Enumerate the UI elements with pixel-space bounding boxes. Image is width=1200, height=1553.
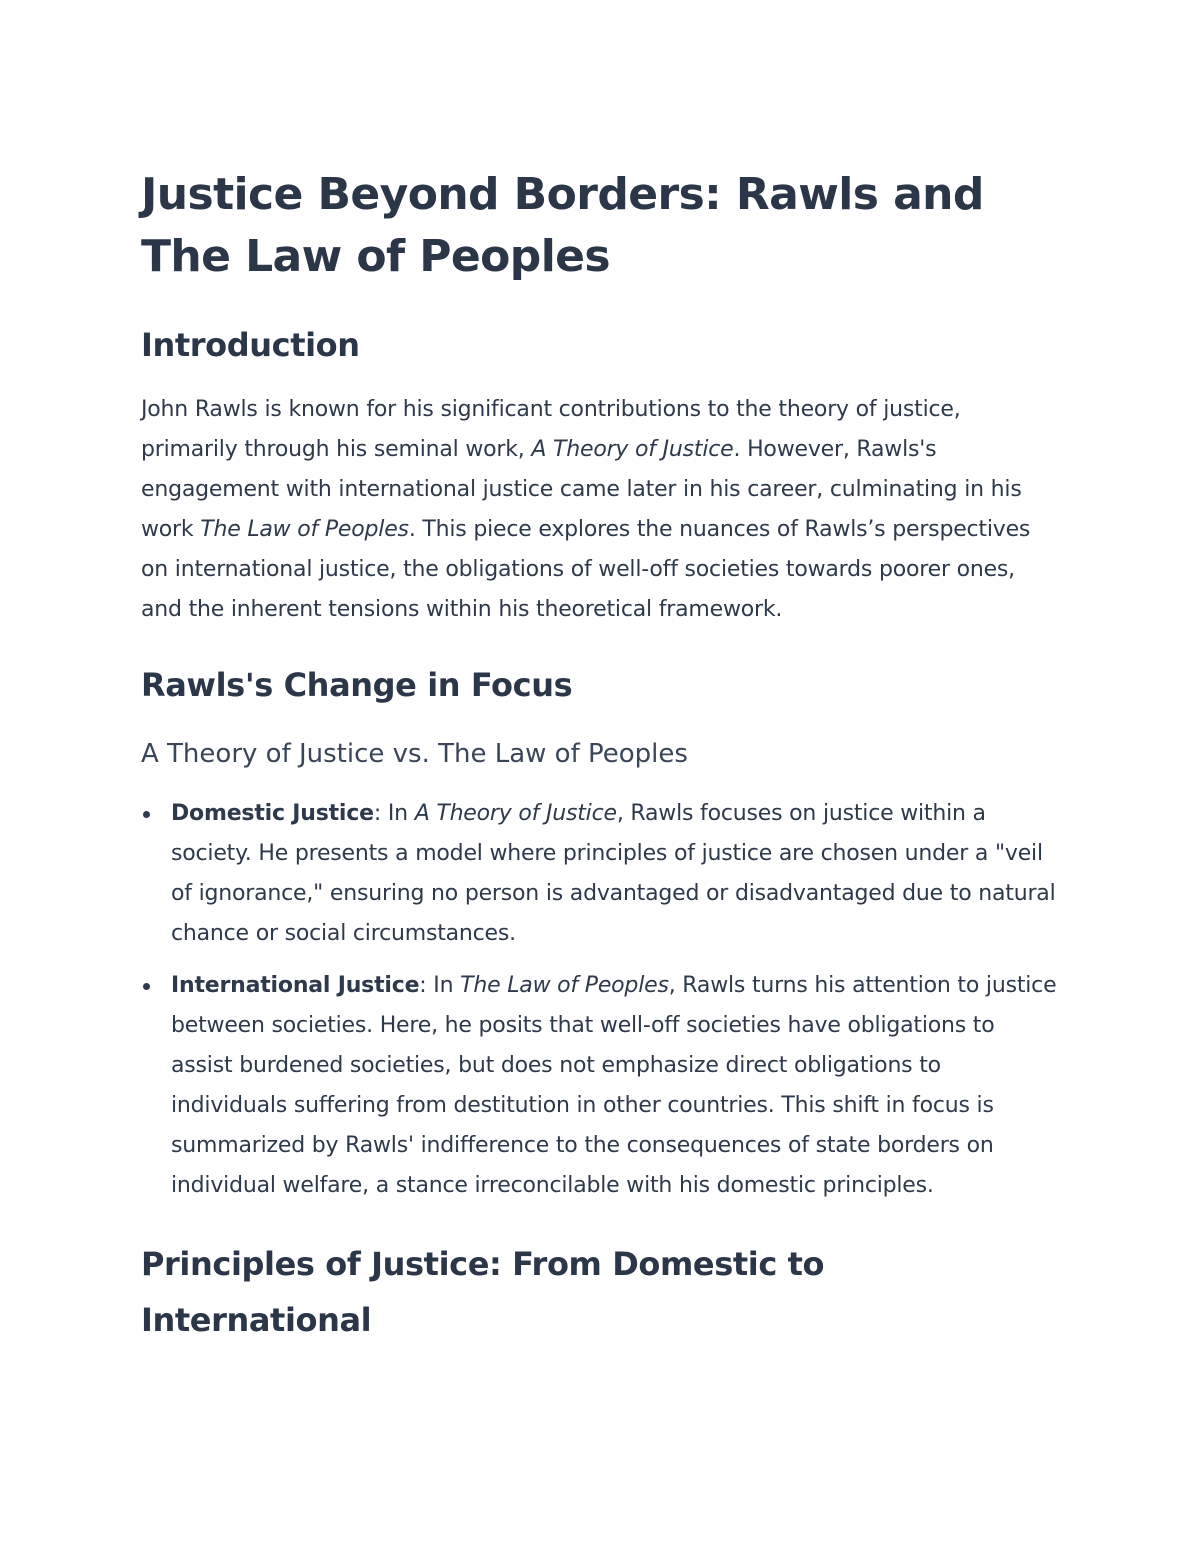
introduction-heading: Introduction	[141, 326, 360, 364]
list-item-book-title: The Law of Peoples	[460, 973, 669, 998]
list-item-colon: : In	[419, 973, 461, 998]
introduction-paragraph	[141, 390, 1061, 630]
principles-heading: Principles of Justice: From Domestic to International	[141, 1245, 825, 1339]
list-item-colon: : In	[373, 801, 415, 826]
focus-list	[141, 794, 1061, 1206]
intro-book-title-1: A Theory of Justice	[531, 437, 734, 462]
change-in-focus-subheading: A Theory of Justice vs. The Law of Peoples	[141, 739, 688, 769]
list-item-book-title: A Theory of Justice	[414, 801, 617, 826]
list-item-label: International Justice	[171, 973, 420, 998]
bullet-icon	[143, 983, 150, 990]
document-page	[141, 164, 1061, 1348]
intro-book-title-2: The Law of Peoples	[200, 517, 409, 542]
change-in-focus-heading: Rawls's Change in Focus	[141, 666, 573, 704]
list-item-text: , Rawls focuses on justice within a society. He presents a model where principles of justice are chosen under a "veil of ignorance," ensuring no person is advantaged or disadvantaged due to natural chance or social circumstances.	[171, 801, 1056, 946]
bullet-icon	[143, 811, 150, 818]
list-item-label: Domestic Justice	[171, 801, 374, 826]
list-item-text: , Rawls turns his attention to justice between societies. Here, he posits that well-off societies have obligations to assist burdened societies, but does not emphasize direct obligations to individuals suffering from destitution in other countries. This shift in focus is summarized by Rawls' indifference to the consequences of state borders on individual welfare, a stance irreconcilable with his domestic principles.	[171, 973, 1057, 1198]
intro-text-3: . This piece explores the nuances of Rawls’s perspectives on international justice, the obligations of well-off societies towards poorer ones, and the inherent tensions within his theoretical framework.	[141, 517, 1031, 622]
intro-text-1: John Rawls is known for his significant contributions to the theory of justice, primarily through his seminal work,	[141, 397, 961, 462]
list-item	[141, 966, 1061, 1206]
document-title: Justice Beyond Borders: Rawls and The Law of Peoples	[141, 169, 984, 282]
list-item	[141, 794, 1061, 954]
intro-text-2: . However, Rawls's engagement with international justice came later in his career, culminating in his work	[141, 437, 1022, 542]
